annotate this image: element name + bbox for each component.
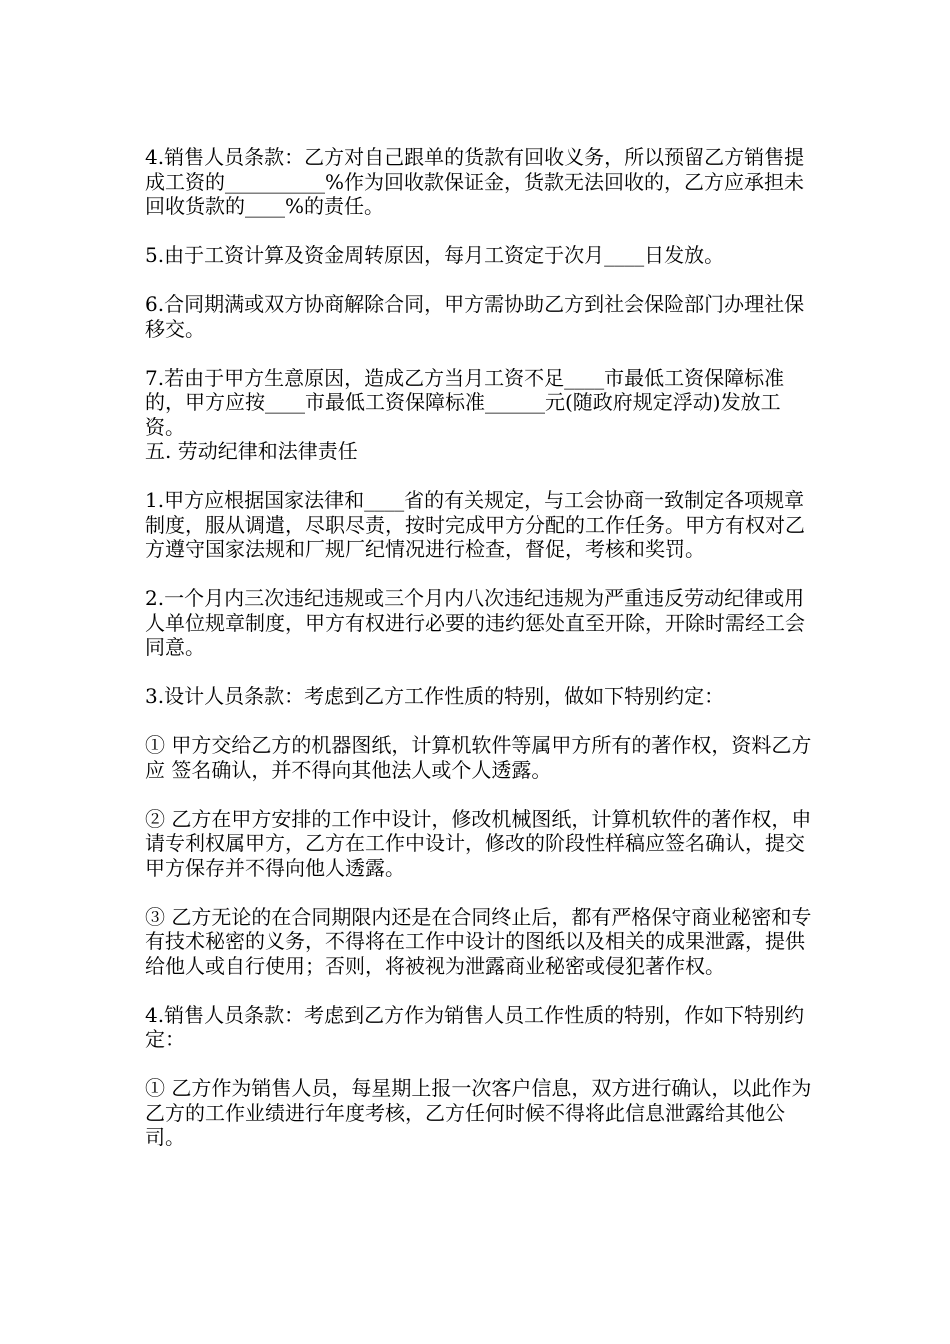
section-heading-labor-discipline: 五. 劳动纪律和法律责任 bbox=[145, 439, 358, 463]
clause-4-sales-payment: 4.销售人员条款：乙方对自己跟单的货款有回收义务，所以预留乙方销售提成工资的__________%作为回收款保证金，货款无法回收的，乙方应承担未回收货款的____%的责任。 bbox=[145, 145, 805, 218]
document-page bbox=[145, 145, 813, 1174]
clause-5-pay-date: 5.由于工资计算及资金周转原因，每月工资定于次月____日发放。 bbox=[145, 243, 725, 267]
clause-7-minimum-wage: 7.若由于甲方生意原因，造成乙方当月工资不足____市最低工资保障标准的，甲方应按____市最低工资保障标准______元(随政府规定浮动)发放工资。 bbox=[145, 365, 785, 439]
discipline-clause-1: 1.甲方应根据国家法律和____省的有关规定，与工会协商一致制定各项规章制度，服从调遣，尽职尽责，按时完成甲方分配的工作任务。甲方有权对乙方遵守国家法规和厂规厂纪情况进行检查，督促，考核和奖罚。 bbox=[145, 488, 805, 561]
sales-item-1: ① 乙方作为销售人员，每星期上报一次客户信息，双方进行确认，以此作为乙方的工作业绩进行年度考核，乙方任何时候不得将此信息泄露给其他公司。 bbox=[145, 1076, 812, 1149]
discipline-clause-3-designers: 3.设计人员条款：考虑到乙方工作性质的特别，做如下特别约定： bbox=[145, 684, 725, 708]
clause-6-social-insurance: 6.合同期满或双方协商解除合同，甲方需协助乙方到社会保险部门办理社保移交。 bbox=[145, 292, 805, 341]
designer-item-1: ① 甲方交给乙方的机器图纸，计算机软件等属甲方所有的著作权，资料乙方应 签名确认，并不得向其他法人或个人透露。 bbox=[145, 733, 812, 782]
designer-item-2: ② 乙方在甲方安排的工作中设计，修改机械图纸，计算机软件的著作权，申请专利权属甲方，乙方在工作中设计，修改的阶段性样稿应签名确认，提交甲方保存并不得向他人透露。 bbox=[145, 806, 812, 880]
designer-item-3: ③ 乙方无论的在合同期限内还是在合同终止后，都有严格保守商业秘密和专有技术秘密的义务，不得将在工作中设计的图纸以及相关的成果泄露，提供给他人或自行使用；否则，将被视为泄露商业秘密或侵犯著作权。 bbox=[145, 904, 812, 978]
discipline-clause-2: 2.一个月内三次违纪违规或三个月内八次违纪违规为严重违反劳动纪律或用人单位规章制度，甲方有权进行必要的违约惩处直至开除，开除时需经工会同意。 bbox=[145, 586, 805, 659]
discipline-clause-4-sales: 4.销售人员条款：考虑到乙方作为销售人员工作性质的特别，作如下特别约定： bbox=[145, 1002, 805, 1051]
